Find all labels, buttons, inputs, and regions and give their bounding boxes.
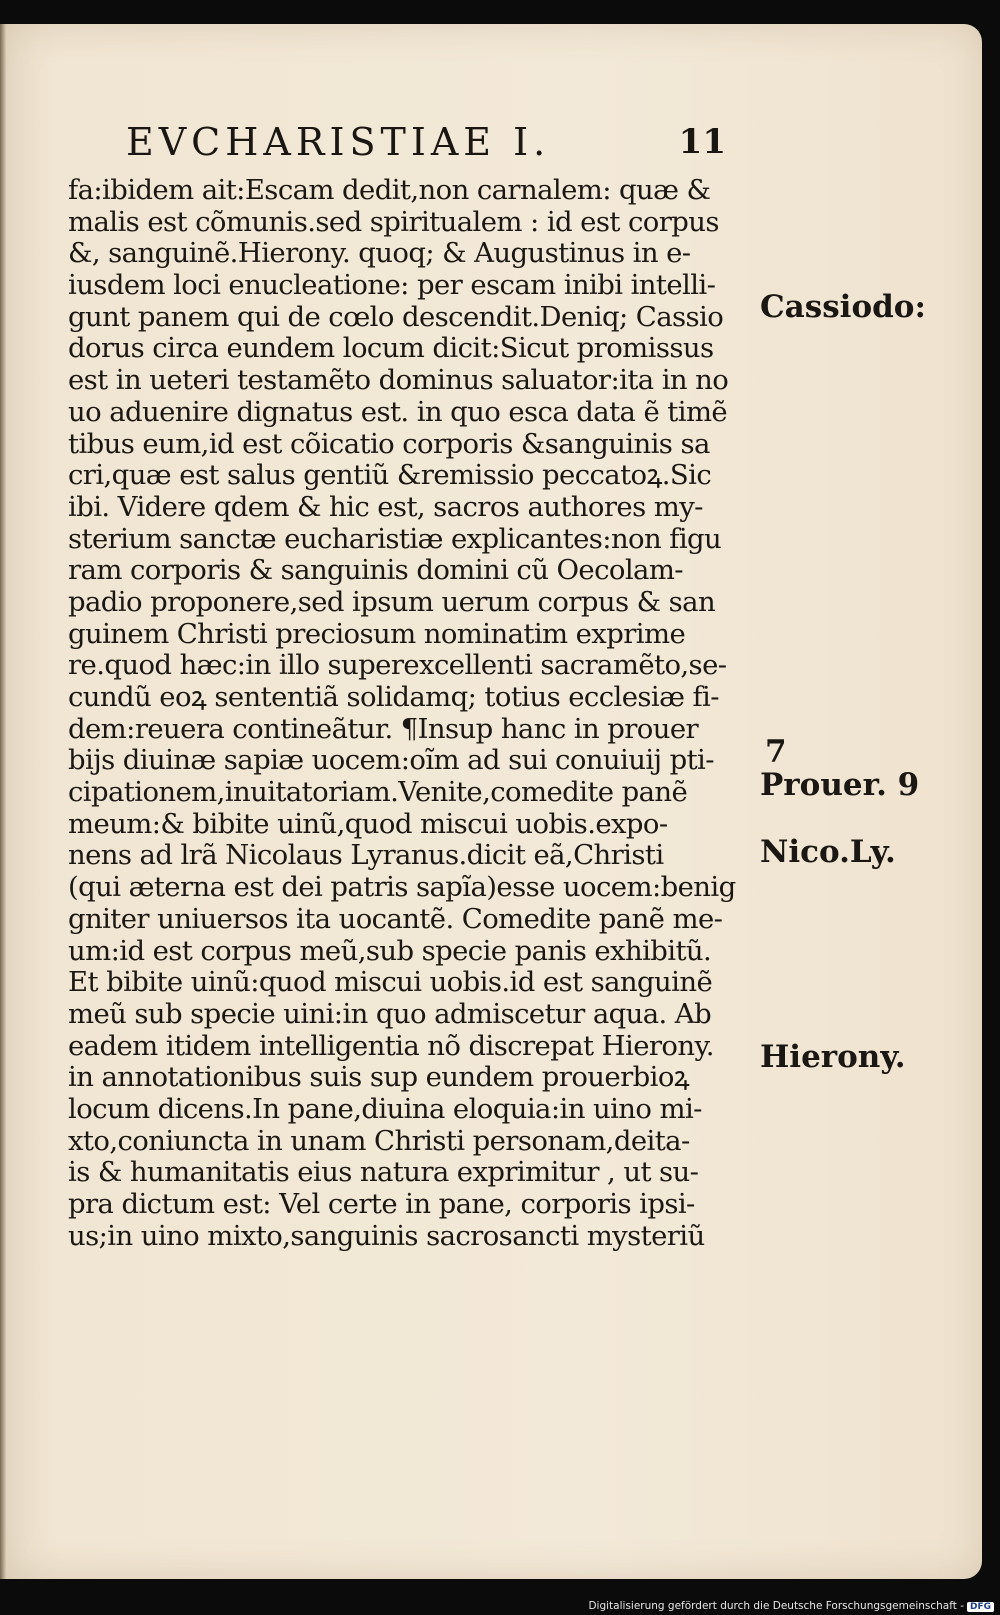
text-line: eadem itidem intelligentia nõ discrepat Hierony.: [68, 1029, 714, 1062]
text-line: iusdem loci enucleatione: per escam inibi intelli-: [68, 269, 716, 302]
text-line: (qui æterna est dei patris sapĩa)esse uocem:benig: [68, 871, 736, 904]
folio-number: 11: [678, 122, 726, 162]
text-line: in annotationibus suis sup eundem prouerbioꝝ: [68, 1061, 690, 1094]
text-line: meũ sub specie uini:in quo admiscetur aqua. Ab: [68, 997, 712, 1030]
text-line: sterium sanctæ eucharistiæ explicantes:non figu: [68, 522, 722, 555]
text-line: uo aduenire dignatus est. in quo esca data ẽ timẽ: [68, 395, 728, 428]
text-line: cri,quæ est salus gentiũ &remissio peccatoꝝ.Sic: [68, 459, 712, 492]
text-line: nens ad lrã Nicolaus Lyranus.dicit eã,Christi: [68, 839, 664, 872]
running-title: EVCHARISTIAE I.: [126, 120, 551, 164]
text-line: cundũ eoꝝ sententiã solidamq; totius ecclesiæ fi-: [68, 681, 719, 713]
text-line: Et bibite uinũ:quod miscui uobis.id est sanguinẽ: [68, 966, 713, 999]
text-block: [68, 175, 758, 1252]
text-line: guinem Christi preciosum nominatim exprime: [68, 617, 686, 650]
text-line: re.quod hæc:in illo superexcellenti sacramẽto,se-: [68, 649, 727, 682]
text-line: pra dictum est: Vel certe in pane, corporis ipsi-: [68, 1188, 695, 1220]
text-line: is & humanitatis eius natura exprimitur , ut su-: [68, 1156, 699, 1189]
margin-note-nicolaus-lyranus: Nico.Ly.: [760, 834, 896, 870]
page-header: [126, 120, 726, 166]
text-line: tibus eum,id est cõicatio corporis &sanguinis sa: [68, 427, 710, 460]
margin-note-number: 7: [765, 734, 787, 770]
text-line: padio proponere,sed ipsum uerum corpus & san: [68, 585, 716, 618]
text-line: est in ueteri testamẽto dominus saluator:ita in no: [68, 364, 729, 397]
text-line: bijs diuinæ sapiæ uocem:oĩm ad sui conuiuij pti-: [68, 744, 714, 777]
text-line: fa:ibidem ait:Escam dedit,non carnalem: quæ &: [68, 174, 711, 206]
margin-note-proverbs: Prouer. 9: [760, 767, 920, 803]
text-line: gunt panem qui de cœlo descendit.Deniq; Cassio: [68, 300, 724, 333]
text-line: cipationem,inuitatoriam.Venite,comedite panẽ: [68, 776, 688, 809]
margin-note-cassiodorus: Cassiodo:: [760, 289, 926, 325]
text-line: um:id est corpus meũ,sub specie panis exhibitũ.: [68, 934, 712, 967]
text-line: ibi. Videre qdem & hic est, sacros authores my-: [68, 490, 703, 523]
credit-text: Digitalisierung gefördert durch die Deutsche Forschungsgemeinschaft -: [588, 1600, 964, 1612]
book-page: [0, 24, 982, 1579]
text-line: gniter uniuersos ita uocantẽ. Comedite panẽ me-: [68, 902, 723, 935]
text-line: dorus circa eundem locum dicit:Sicut promissus: [68, 332, 714, 365]
text-line: us;in uino mixto,sanguinis sacrosancti mysteriũ: [68, 1219, 705, 1252]
text-line: meum:& bibite uinũ,quod miscui uobis.expo-: [68, 807, 668, 840]
text-line: xto,coniuncta in unam Christi personam,deita-: [68, 1124, 690, 1157]
text-line: malis est cõmunis.sed spiritualem : id est corpus: [68, 205, 719, 238]
text-line: &, sanguinẽ.Hierony. quoq; & Augustinus in e-: [68, 237, 691, 270]
text-line: locum dicens.In pane,diuina eloquia:in uino mi-: [68, 1092, 702, 1125]
dfg-logo: DFG: [967, 1602, 994, 1612]
text-line: dem:reuera contineãtur. ¶Insup hanc in prouer: [68, 712, 699, 745]
margin-note-hieronymus: Hierony.: [760, 1039, 906, 1075]
text-line: ram corporis & sanguinis domini cũ Oecolam-: [68, 554, 683, 587]
digitization-credit: [588, 1600, 994, 1612]
